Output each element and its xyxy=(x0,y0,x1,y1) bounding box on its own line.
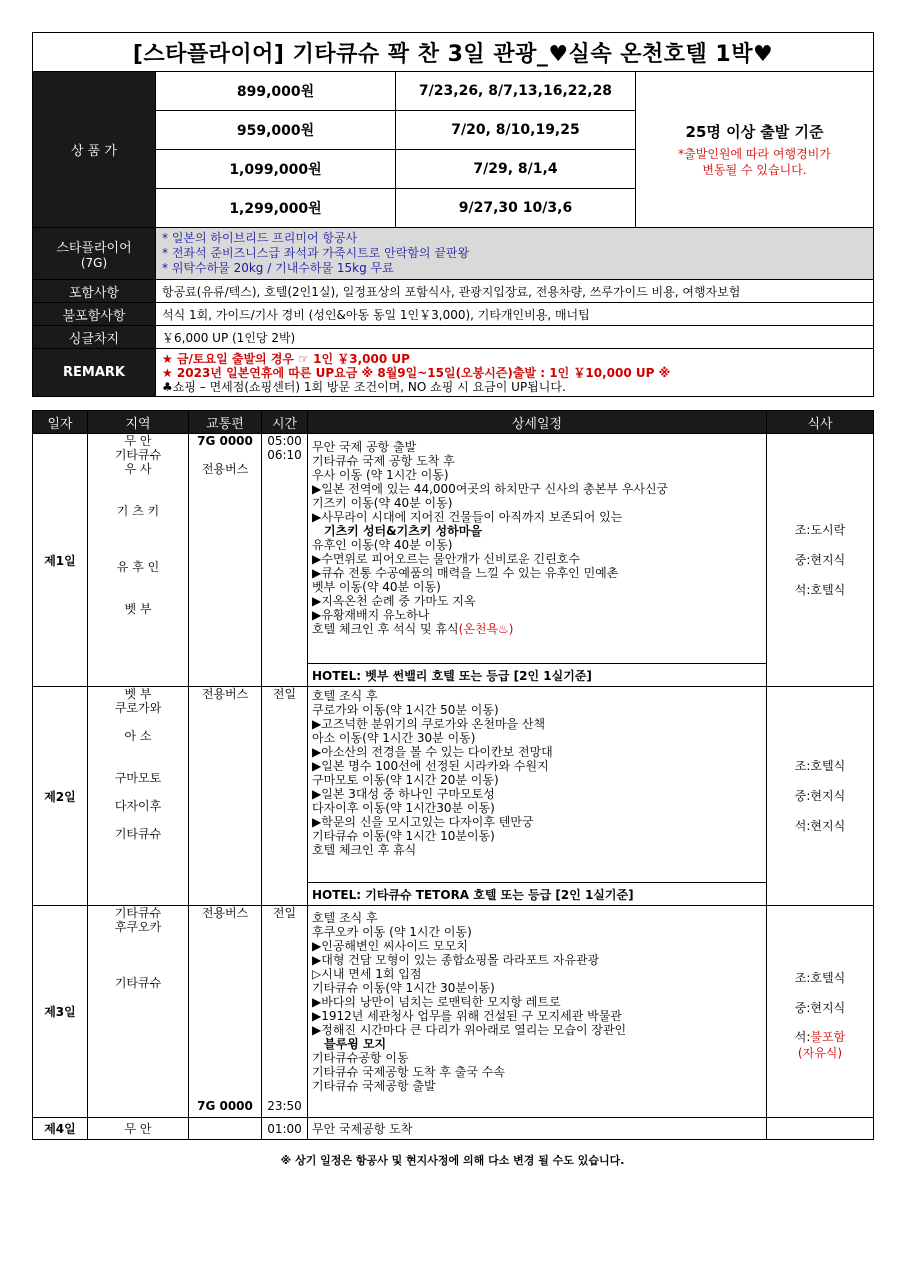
day-label: 제2일 xyxy=(33,687,88,906)
time-cell: 05:00 06:10 xyxy=(262,434,308,687)
price-value: 1,299,000원 xyxy=(156,189,396,228)
itinerary-table xyxy=(32,410,874,1140)
day-detail: 무안 국제공항 도착 xyxy=(308,1118,767,1140)
time-cell: 전일 xyxy=(262,687,308,906)
price-value: 899,000원 xyxy=(156,72,396,111)
transport-cell: 전용버스 7G 0000 xyxy=(189,906,262,1118)
time-cell: 전일 23:50 xyxy=(262,906,308,1118)
header-transport: 교통편 xyxy=(189,411,262,434)
day-detail: 무안 국제 공항 출발 기타큐슈 국제 공항 도착 후 우사 이동 (약 1시간 이동) ▶일본 전역에 있는 44,000여곳의 하치만구 신사의 총본부 우사신궁 기즈키 이동(약 40분 이동) ▶사무라이 시대에 지어진 건물들이 아직까지 보존되어 있는 기츠키 성터&기츠키 성하마을 유후인 이동(약 40분 이동) ▶수면위로 피어오르는 물안개가 신비로운 긴린호수 ▶큐슈 전통 수공예품의 매력을 느낄 수 있는 유후인 민예촌 벳부 이동(약 40분 이동) ▶지옥온천 순례 중 가마도 지옥 ▶유황재배지 유노하나 호텔 체크인 후 석식 및 휴식(온천욕♨) xyxy=(308,434,767,664)
region-list: 벳 부 쿠로가와 아 소 구마모토 다자이후 기타큐슈 xyxy=(88,687,189,906)
meal-cell: 조:호텔식 중:현지식 석:불포함 (자유식) xyxy=(767,906,874,1118)
hotel-info: HOTEL: 벳부 썬밸리 호텔 또는 등급 [2인 1실기준] xyxy=(308,664,767,687)
meal-cell: 조:도시락 중:현지식 석:호텔식 xyxy=(767,434,874,687)
price-value: 959,000원 xyxy=(156,111,396,150)
price-label: 상 품 가 xyxy=(33,72,156,228)
footnote: ※ 상기 일정은 항공사 및 현지사정에 의해 다소 변경 될 수도 있습니다. xyxy=(280,1154,625,1167)
includes-label: 포함사항 xyxy=(33,280,156,303)
departure-dates: 9/27,30 10/3,6 xyxy=(396,189,636,228)
header-detail: 상세일정 xyxy=(308,411,767,434)
condition-note: *출발인원에 따라 여행경비가 변동될 수 있습니다. xyxy=(678,147,831,177)
excludes-text: 석식 1회, 가이드/기사 경비 (성인&아동 동일 1인￥3,000), 기타개인비용, 매너팁 xyxy=(156,303,874,326)
header-region: 지역 xyxy=(88,411,189,434)
time-cell: 01:00 xyxy=(262,1118,308,1140)
excludes-label: 불포함사항 xyxy=(33,303,156,326)
price-value: 1,099,000원 xyxy=(156,150,396,189)
single-charge-label: 싱글차지 xyxy=(33,326,156,349)
departure-dates: 7/23,26, 8/7,13,16,22,28 xyxy=(396,72,636,111)
condition-text: 25명 이상 출발 기준 xyxy=(685,123,824,141)
remark-text: ★ 금/토요일 출발의 경우 ☞ 1인 ￥3,000 UP ★ 2023년 일본연휴에 따른 UP요금 ※ 8월9일~15일(오봉시즌)출발 : 1인 ￥10,000 UP ※ ♣쇼핑 – 면세점(쇼핑센터) 1회 방문 조건이며, NO 쇼핑 시 요금이 UP됩니다. xyxy=(156,349,874,397)
includes-text: 항공료(유류/텍스), 호텔(2인1실), 일정표상의 포함식사, 관광지입장료, 전용차량, 쓰루가이드 비용, 여행자보험 xyxy=(156,280,874,303)
meal-cell: 조:호텔식 중:현지식 석:현지식 xyxy=(767,687,874,906)
departure-dates: 7/29, 8/1,4 xyxy=(396,150,636,189)
product-info-table xyxy=(32,32,874,397)
region-list: 무 안 xyxy=(88,1118,189,1140)
transport-cell xyxy=(189,1118,262,1140)
meal-cell xyxy=(767,1118,874,1140)
day-label: 제3일 xyxy=(33,906,88,1118)
hotel-info: HOTEL: 기타큐슈 TETORA 호텔 또는 등급 [2인 1실기준] xyxy=(308,883,767,906)
day-detail: 호텔 조식 후 후쿠오카 이동 (약 1시간 이동) ▶인공해변인 씨사이드 모모치 ▶대형 건담 모형이 있는 종합쇼핑몰 라라포트 자유관광 ▷시내 면세 1회 입점 기타큐슈 이동(약 1시간 30분이동) ▶바다의 낭만이 넘치는 로맨틱한 모지항 레트로 ▶1912년 세관청사 업무를 위해 건설된 구 모지세관 박물관 ▶정해진 시간마다 큰 다리가 위아래로 열리는 모습이 장관인 블루윙 모지 기타큐슈공항 이동 기타큐슈 국제공항 도착 후 출국 수속 기타큐슈 국제공항 출발 xyxy=(308,906,767,1118)
day-label: 제4일 xyxy=(33,1118,88,1140)
departure-condition xyxy=(636,72,874,228)
remark-label: REMARK xyxy=(33,349,156,397)
region-list: 기타큐슈 후쿠오카 기타큐슈 xyxy=(88,906,189,1118)
dinner-excluded: 불포함 xyxy=(810,1029,846,1044)
transport-cell: 전용버스 xyxy=(189,687,262,906)
onsen-note: (온천욕♨) xyxy=(458,622,514,636)
transport-cell: 7G 0000 전용버스 xyxy=(189,434,262,687)
departure-dates: 7/20, 8/10,19,25 xyxy=(396,111,636,150)
airline-features: * 일본의 하이브리드 프리미어 항공사 * 전좌석 준비즈니스급 좌석과 가죽시트로 안락함의 끝판왕 * 위탁수하물 20kg / 기내수하물 15kg 무료 xyxy=(156,228,874,280)
single-charge-text: ￥6,000 UP (1인당 2박) xyxy=(156,326,874,349)
header-time: 시간 xyxy=(262,411,308,434)
header-day: 일자 xyxy=(33,411,88,434)
airline-label: 스타플라이어 (7G) xyxy=(33,228,156,280)
page-title: [스타플라이어] 기타큐슈 꽉 찬 3일 관광_♥실속 온천호텔 1박♥ xyxy=(33,33,874,72)
day-label: 제1일 xyxy=(33,434,88,687)
day-detail: 호텔 조식 후 쿠로가와 이동(약 1시간 50분 이동) ▶고즈넉한 분위기의 쿠로가와 온천마을 산책 아소 이동(약 1시간 30분 이동) ▶아소산의 전경을 볼 수 있는 다이칸보 전망대 ▶일본 명수 100선에 선정된 시라카와 수원지 구마모토 이동(약 1시간 20분 이동) ▶일본 3대성 중 하나인 구마모토성 다자이후 이동(약 1시간30분 이동) ▶학문의 신을 모시고있는 다자이후 텐만궁 기타큐슈 이동(약 1시간 10분이동) 호텔 체크인 후 휴식 xyxy=(308,687,767,883)
region-list: 무 안 기타큐슈 우 사 기 츠 키 유 후 인 벳 부 xyxy=(88,434,189,687)
header-meal: 식사 xyxy=(767,411,874,434)
